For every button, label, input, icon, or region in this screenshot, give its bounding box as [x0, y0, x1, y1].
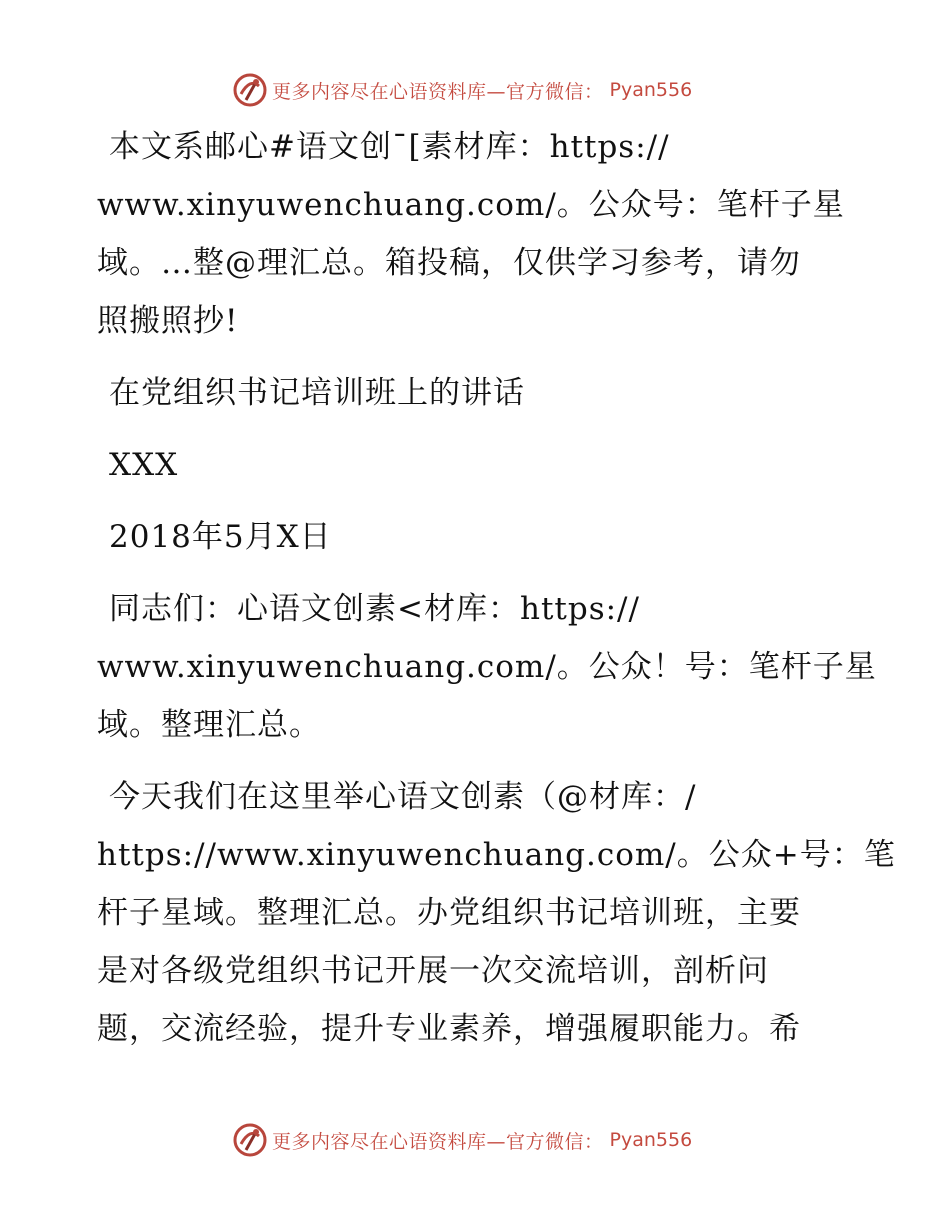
text-line: 照搬照抄! — [97, 303, 239, 339]
text-line: 域。…整@理汇总。箱投稿，仅供学习参考，请勿 — [97, 245, 801, 281]
brand-logo-icon — [232, 72, 268, 108]
text-line: 2018年5月X日 — [109, 519, 332, 555]
paragraph-greeting — [97, 580, 877, 754]
author — [97, 436, 857, 494]
text-line: 在党组织书记培训班上的讲话 — [109, 375, 525, 411]
text-line: 题，交流经验，提升专业素养，增强履职能力。希 — [97, 1011, 801, 1047]
text-line: 域。整理汇总。 — [97, 707, 321, 743]
text-line: 本文系邮心#语文创¯[素材库：https:// — [109, 129, 670, 165]
paragraph-body — [97, 768, 896, 1058]
date — [97, 508, 857, 566]
text-line: XXX — [109, 447, 179, 483]
text-line: www.xinyuwenchuang.com/。公众号：笔杆子星 — [97, 187, 845, 223]
text-line: https://www.xinyuwenchuang.com/。公众+号：笔 — [97, 837, 896, 873]
banner-text: 更多内容尽在心语资料库—官方微信： — [272, 80, 604, 103]
banner-text: 更多内容尽在心语资料库—官方微信： — [272, 1130, 604, 1153]
paragraph-intro — [97, 118, 857, 350]
banner-contact: Pyan556 — [609, 79, 693, 101]
footer-banner — [232, 1120, 692, 1160]
text-line: 同志们：心语文创素<材库：https:// — [109, 591, 640, 627]
document-body — [97, 118, 896, 1072]
text-line: 杆子星域。整理汇总。办党组织书记培训班，主要 — [97, 895, 801, 931]
banner-contact: Pyan556 — [609, 1129, 693, 1151]
text-line: 今天我们在这里举心语文创素（@材库：/ — [109, 779, 697, 815]
text-line: www.xinyuwenchuang.com/。公众！号：笔杆子星 — [97, 649, 877, 685]
document-title — [97, 364, 857, 422]
text-line: 是对各级党组织书记开展一次交流培训，剖析问 — [97, 953, 769, 989]
brand-logo-icon — [232, 1122, 268, 1158]
header-banner — [232, 70, 692, 110]
